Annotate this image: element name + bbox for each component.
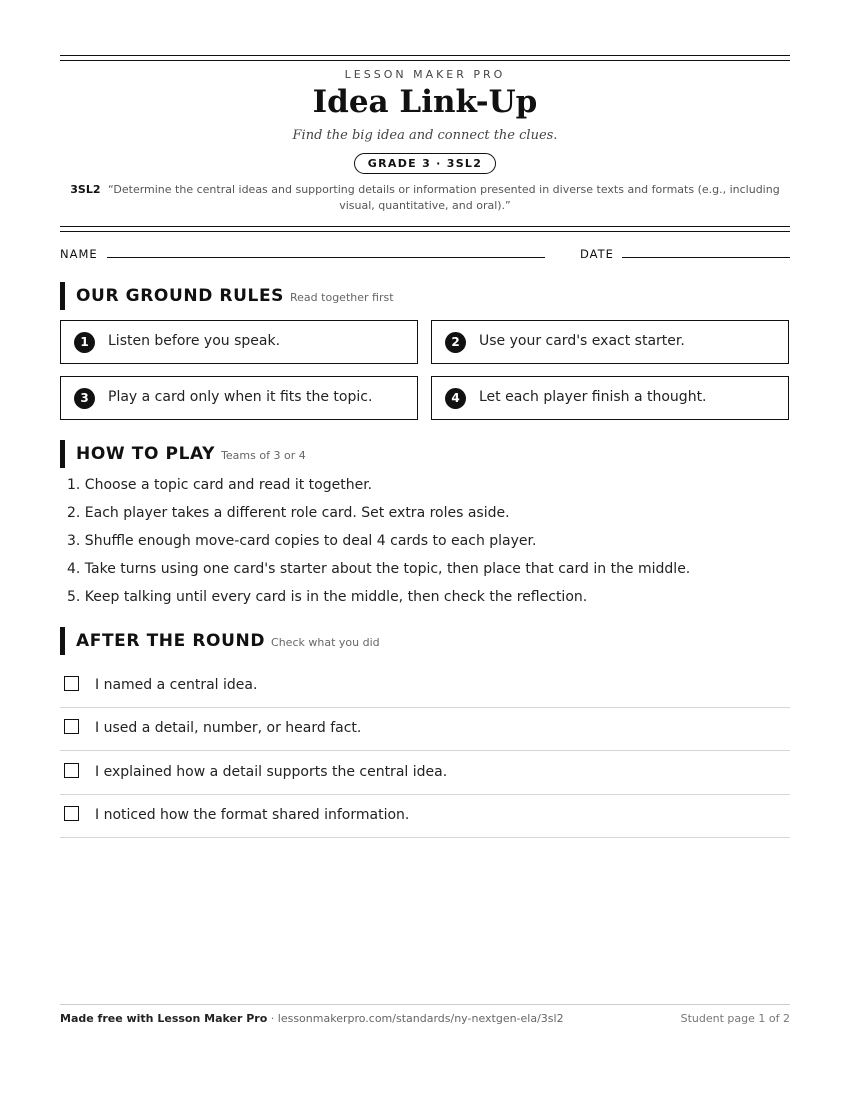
footer-credit: [60, 1012, 564, 1025]
name-date-row: [60, 245, 790, 261]
header-top-rule: [60, 55, 790, 61]
reflection-text: I named a central idea.: [95, 677, 258, 693]
checkbox[interactable]: [64, 676, 79, 691]
page-subtitle: Find the big idea and connect the clues.: [292, 128, 558, 143]
how-to-play-title: HOW TO PLAY: [76, 444, 216, 464]
brand-name: LESSON MAKER PRO: [344, 68, 506, 81]
step-item: 4. Take turns using one card's starter about the topic, then place that card in the middle.: [67, 561, 691, 577]
rule-text: Listen before you speak.: [108, 333, 281, 349]
standard-text: “Determine the central ideas and supporting details or information presented in diverse texts and formats (e.g., including visual, quantitative, and oral).”: [108, 183, 780, 212]
footer-made-with: Made free with Lesson Maker Pro: [60, 1012, 268, 1025]
footer-divider: [60, 1004, 790, 1005]
checkbox[interactable]: [64, 763, 79, 778]
ground-rules-note: Read together first: [290, 291, 394, 304]
header-bottom-rule: [60, 226, 790, 232]
rule-text: Let each player finish a thought.: [479, 389, 707, 405]
ground-rule-card: [60, 320, 418, 364]
section-marker: [60, 440, 65, 468]
after-round-title: AFTER THE ROUND: [76, 631, 266, 651]
step-item: 5. Keep talking until every card is in the middle, then check the reflection.: [67, 589, 588, 605]
section-marker: [60, 282, 65, 310]
reflection-text: I explained how a detail supports the central idea.: [95, 764, 448, 780]
grade-badge: GRADE 3 · 3SL2: [354, 153, 496, 174]
rule-number-badge: 1: [74, 332, 95, 353]
date-label: DATE: [580, 247, 614, 261]
reflection-item: [60, 664, 790, 708]
reflection-item: [60, 751, 790, 795]
date-field[interactable]: [622, 257, 790, 258]
rule-text: Play a card only when it fits the topic.: [108, 389, 373, 405]
section-marker: [60, 627, 65, 655]
rule-text: Use your card's exact starter.: [479, 333, 685, 349]
footer-page-number: Student page 1 of 2: [680, 1012, 790, 1025]
how-to-play-note: Teams of 3 or 4: [221, 449, 306, 462]
step-item: 1. Choose a topic card and read it together.: [67, 477, 373, 493]
reflection-item: [60, 707, 790, 751]
page-title: Idea Link-Up: [312, 84, 538, 120]
name-field[interactable]: [107, 257, 545, 258]
after-round-note: Check what you did: [271, 636, 380, 649]
ground-rules-title: OUR GROUND RULES: [76, 286, 285, 306]
rule-number-badge: 2: [445, 332, 466, 353]
footer-url[interactable]: · lessonmakerpro.com/standards/ny-nextgen-ela/3sl2: [270, 1012, 564, 1025]
ground-rule-card: [431, 376, 789, 420]
checkbox[interactable]: [64, 719, 79, 734]
ground-rule-card: [60, 376, 418, 420]
rule-number-badge: 4: [445, 388, 466, 409]
standard-description: [60, 182, 790, 214]
ground-rule-card: [431, 320, 789, 364]
name-label: NAME: [60, 247, 98, 261]
checkbox[interactable]: [64, 806, 79, 821]
reflection-item: [60, 794, 790, 838]
reflection-text: I noticed how the format shared information.: [95, 807, 410, 823]
step-item: 3. Shuffle enough move-card copies to deal 4 cards to each player.: [67, 533, 537, 549]
reflection-text: I used a detail, number, or heard fact.: [95, 720, 362, 736]
step-item: 2. Each player takes a different role card. Set extra roles aside.: [67, 505, 510, 521]
rule-number-badge: 3: [74, 388, 95, 409]
standard-code: 3SL2: [70, 183, 101, 196]
